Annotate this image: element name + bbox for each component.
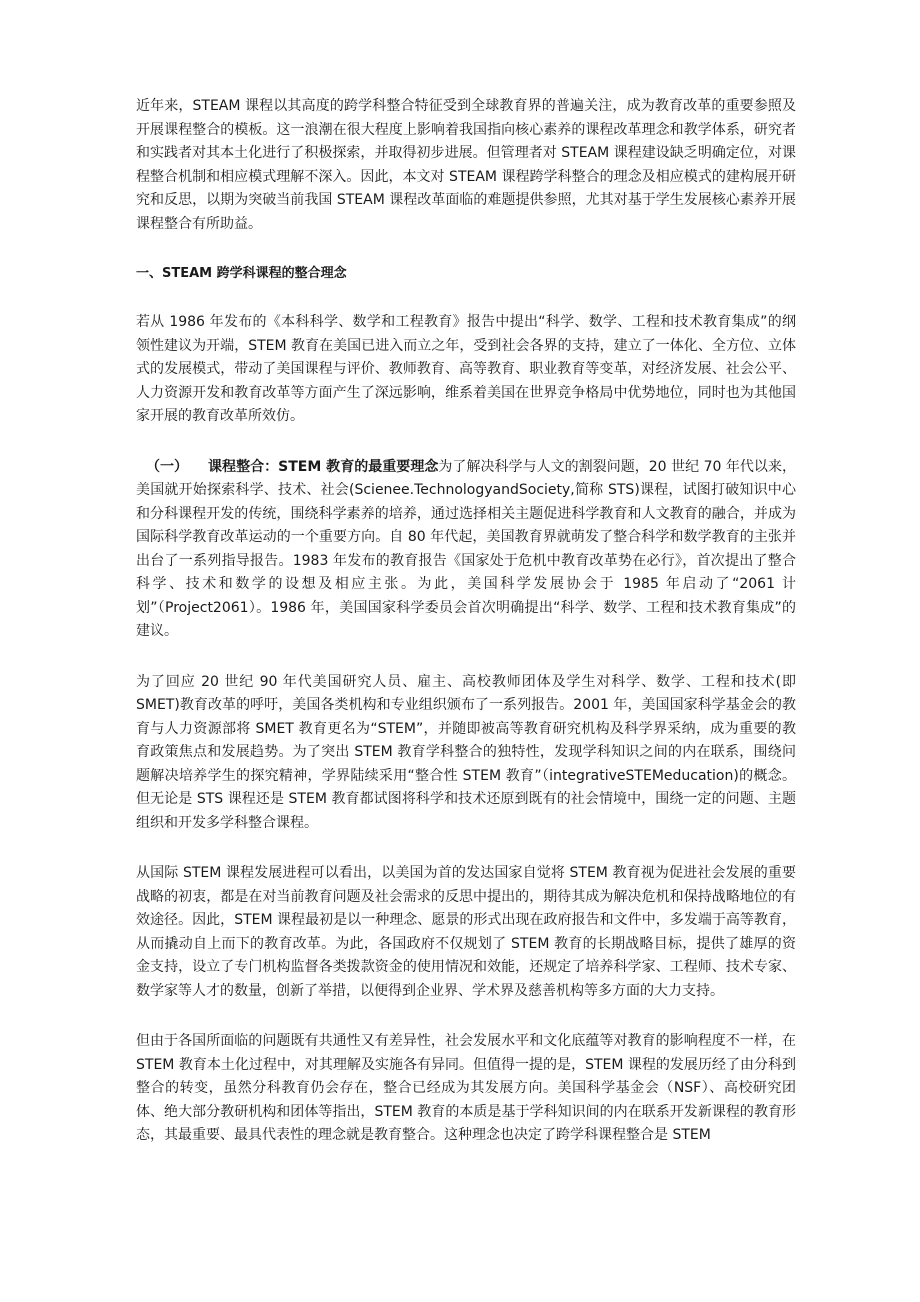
intro-paragraph: 近年来，STEAM 课程以其高度的跨学科整合特征受到全球教育界的普遍关注，成为教育改革的重要参照及开展课程整合的模板。这一浪潮在很大程度上影响着我国指向核心素养的课程改革理念和教学体系，研究者和实践者对其本土化进行了积极探索，并取得初步进展。但管理者对 STEAM 课程建设缺乏明确定位，对课程整合机制和相应模式理解不深入。因此，本文对 STEAM 课程跨学科整合的理念及相应模式的建构展开研究和反思，以期为突破当前我国 STEAM 课程改革面临的难题提供参照，尤其对基于学生发展核心素养开展课程整合有所助益。 [136,98,796,232]
subsection-number: （一） [146,458,188,475]
document-page [136,95,796,1148]
paragraph-2-text: 为了解决科学与人文的割裂问题，20 世纪 70 年代以来，美国就开始探索科学、技术、社会(Scienee.TechnologyandSociety,简称 STS)课程，试图打破知识中心和分科课程开发的传统，围绕科学素养的培养，通过选择相关主题促进科学教育和人文教育的融合，并成为国际科学教育改革运动的一个重要方向。自 80 年代起，美国教育界就萌发了整合科学和数学教育的主张并出台了一系列指导报告。1983 年发布的教育报告《国家处于危机中教育改革势在必行》，首次提出了整合科学、技术和数学的设想及相应主张。为此，美国科学发展协会于 1985 年启动了“2061 计划”（Project2061）。1986 年，美国国家科学委员会首次明确提出“科学、数学、工程和技术教育集成”的建议。 [136,458,796,639]
paragraph-2 [136,456,796,644]
paragraph-4: 从国际 STEM 课程发展进程可以看出，以美国为首的发达国家自觉将 STEM 教育视为促进社会发展的重要战略的初衷，都是在对当前教育问题及社会需求的反思中提出的，期待其成为解决危机和保持战略地位的有效途径。因此，STEM 课程最初是以一种理念、愿景的形式出现在政府报告和文件中，多发端于高等教育，从而撬动自上而下的教育改革。为此，各国政府不仅规划了 STEM 教育的长期战略目标，提供了雄厚的资金支持，设立了专门机构监督各类拨款资金的使用情况和效能，还规定了培养科学家、工程师、技术专家、数学家等人才的数量，创新了举措，以便得到企业界、学术界及慈善机构等多方面的大力支持。 [136,865,796,999]
subsection-title: 课程整合：STEM 教育的最重要理念 [208,458,439,475]
paragraph-1: 若从 1986 年发布的《本科科学、数学和工程教育》报告中提出“科学、数学、工程和技术教育集成”的纲领性建议为开端，STEM 教育在美国已进入而立之年，受到社会各界的支持，建立了一体化、全方位、立体式的发展模式，带动了美国课程与评价、教师教育、高等教育、职业教育等变革，对经济发展、社会公平、人力资源开发和教育改革等方面产生了深远影响，维系着美国在世界竞争格局中优势地位，同时也为其他国家开展的教育改革所效仿。 [136,314,796,424]
section-heading: 一、STEAM 跨学科课程的整合理念 [136,266,347,281]
paragraph-5: 但由于各国所面临的问题既有共通性又有差异性，社会发展水平和文化底蕴等对教育的影响程度不一样，在 STEM 教育本土化过程中，对其理解及实施各有异同。但值得一提的是，STEM 课程的发展历经了由分科到整合的转变，虽然分科教育仍会存在，整合已经成为其发展方向。美国科学基金会（NSF）、高校研究团体、绝大部分教研机构和团体等指出，STEM 教育的本质是基于学科知识间的内在联系开发新课程的教育形态，其最重要、最具代表性的理念就是教育整合。这种理念也决定了跨学科课程整合是 STEM [136,1033,796,1143]
paragraph-3: 为了回应 20 世纪 90 年代美国研究人员、雇主、高校教师团体及学生对科学、数学、工程和技术(即 SMET)教育改革的呼吁，美国各类机构和专业组织颁布了一系列报告。2001 年，美国国家科学基金会的教育与人力资源部将 SMET 教育更名为“STEM”，并随即被高等教育研究机构及科学界采纳，成为重要的教育政策焦点和发展趋势。为了突出 STEM 教育学科整合的独特性，发现学科知识之间的内在联系，围绕问题解决培养学生的探究精神，学界陆续采用“整合性 STEM 教育”（integrativeSTEMeducation)的概念。但无论是 STS 课程还是 STEM 教育都试图将科学和技术还原到既有的社会情境中，围绕一定的问题、主题组织和开发多学科整合课程。 [136,673,796,831]
